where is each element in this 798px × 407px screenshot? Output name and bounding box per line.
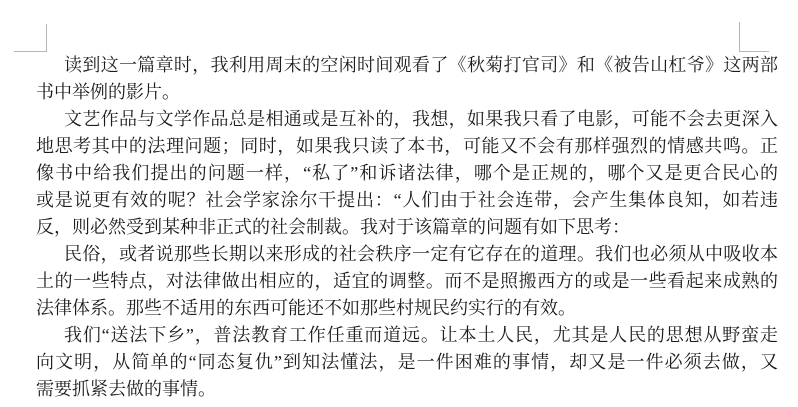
text-area[interactable] [36,52,778,403]
text-line: 民俗，或者说那些长期以来形成的社会秩序一定有它存在的道理。我们也必须从中吸收本 [64,244,778,264]
text-boundary-crop-mark-top-left [14,24,47,52]
paragraph [36,322,778,403]
text-line: 文艺作品与文学作品总是相通或是互补的，我想，如果我只看了电影，可能不会去更深入 [64,109,778,129]
text-line: 或是说更有效的呢？社会学家涂尔干提出：“人们由于社会连带，会产生集体良知，如若违 [36,190,778,210]
text-boundary-crop-mark-top-right [739,22,769,52]
paragraph [36,241,778,322]
text-line: 反，则必然受到某种非正式的社会制裁。我对于该篇章的问题有如下思考： [36,217,630,237]
text-line: 需要抓紧去做的事情。 [36,379,216,399]
text-line: 土的一些特点，对法律做出相应的，适宜的调整。而不是照搬西方的或是一些看起来成熟的 [36,271,778,291]
text-line: 法律体系。那些不适用的东西可能还不如那些村规民约实行的有效。 [36,298,576,318]
text-line: 书中举例的影片。 [36,82,180,102]
text-line: 向文明，从简单的“同态复仇”到知法懂法，是一件困难的事情，却又是一件必须去做，又 [36,352,778,372]
text-line: 像书中给我们提出的问题一样，“私了”和诉诸法律，哪个是正规的，哪个又是更合民心的 [36,163,778,183]
paragraph [36,106,778,241]
text-line: 读到这一篇章时，我利用周末的空闲时间观看了《秋菊打官司》和《被告山杠爷》这两部 [64,55,778,75]
text-line: 地思考其中的法理问题；同时，如果我只读了本书，可能又不会有那样强烈的情感共鸣。正 [36,136,778,156]
paragraph [36,52,778,106]
text-line: 我们“送法下乡”，普法教育工作任重而道远。让本土人民，尤其是人民的思想从野蛮走 [64,325,778,345]
